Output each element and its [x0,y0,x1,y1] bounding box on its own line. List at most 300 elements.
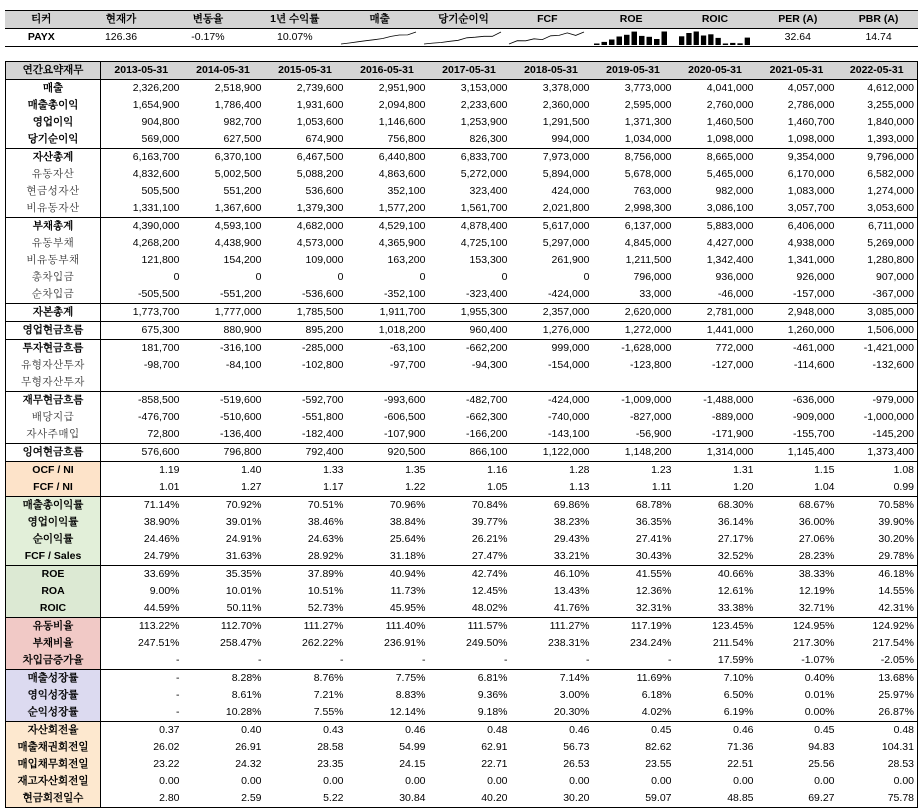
table-cell: 5,269,000 [867,237,914,249]
table-cell: 1.11 [651,481,672,493]
roe-bar [646,37,652,45]
table-cell: 0.00 [651,775,672,787]
table-cell: 8.83% [395,689,426,701]
table-cell: 26.91 [235,741,262,753]
table-cell: 70.51% [265,497,347,515]
table-cell [511,374,593,392]
table-cell: 39.01% [225,516,262,528]
table-cell: -46,000 [717,288,754,300]
table-cell: 1,931,600 [296,99,344,111]
table-cell: 8.61% [231,689,262,701]
table-cell: 27.17% [717,533,754,545]
table-cell: 3,153,000 [460,82,508,94]
roe-bar [631,32,637,45]
table-cell: - [176,706,180,718]
table-cell: 2,021,800 [542,202,590,214]
table-cell: 249.50% [466,637,508,649]
table-cell: -155,700 [793,428,835,440]
table-cell: 24.63% [307,533,344,545]
table-cell: 4,878,400 [429,218,511,236]
table-cell: 3,773,000 [624,82,672,94]
year-header: 2014-05-31 [183,62,265,80]
table-cell [183,374,265,392]
table-cell: 505,500 [141,185,180,197]
summary-header-price: 현재가 [78,11,165,29]
summary-header-roic: ROIC [674,11,757,29]
table-cell: 1,098,000 [706,133,754,145]
table-cell: 8,665,000 [675,149,757,167]
table-cell: 5.22 [323,792,344,804]
row-label: 유동자산 [6,166,101,183]
table-row [6,392,918,410]
table-cell: 52.73% [307,602,344,614]
table-cell: -858,500 [101,392,183,410]
table-cell: 36.00% [798,516,835,528]
table-cell: 23.22 [153,758,180,770]
table-cell: 70.58% [838,497,918,515]
table-cell: 352,100 [387,185,426,197]
table-row [6,444,918,462]
table-cell: 2,951,900 [378,82,426,94]
year-header-row [6,62,918,80]
row-label: 영익성장률 [6,687,101,704]
table-cell: 163,200 [387,254,426,266]
table-cell: 1.23 [593,462,675,480]
table-cell: 234.24% [630,637,672,649]
table-cell: 6,170,000 [787,168,835,180]
table-cell: 117.19% [593,618,675,636]
table-cell: 6,163,700 [101,149,183,167]
year-header: 2017-05-31 [429,62,511,80]
table-row [6,756,918,773]
table-cell: 1,773,700 [101,304,183,322]
table-cell: 32.71% [798,602,835,614]
table-cell: 82.62 [645,741,672,753]
table-cell: 68.67% [757,497,838,515]
table-cell: 772,000 [675,340,757,358]
roe-bar [624,35,630,45]
table-cell: 104.31 [881,741,914,753]
table-cell: 7.75% [347,670,429,688]
table-cell: 37.89% [265,566,347,584]
table-cell: 4,573,000 [296,237,344,249]
table-cell: 42.31% [878,602,914,614]
table-cell: 1.04 [814,481,835,493]
table-cell: -107,900 [384,428,426,440]
table-cell: 111.57% [429,618,511,636]
table-cell: 69.27 [808,792,835,804]
table-cell: 94.83 [808,741,835,753]
table-cell: -367,000 [872,288,914,300]
table-cell: 1,955,300 [429,304,511,322]
table-cell: 792,400 [265,444,347,462]
table-cell: 40.20 [481,792,508,804]
table-cell: 211.54% [712,637,754,649]
table-cell: -143,100 [548,428,590,440]
row-label: 영업이익 [6,114,101,131]
row-label: 부채총계 [6,218,101,236]
table-cell: 8.76% [265,670,347,688]
table-cell: 3,086,100 [706,202,754,214]
table-cell: 4,390,000 [101,218,183,236]
table-cell: 154,200 [223,254,262,266]
table-cell: 24.79% [143,550,180,562]
table-cell: 2,094,800 [378,99,426,111]
table-cell: -519,600 [183,392,265,410]
table-cell: 1.19 [101,462,183,480]
table-cell: 1,314,000 [675,444,757,462]
table-cell: 71.36 [727,741,754,753]
table-cell: 1,098,000 [787,133,835,145]
year-header: 2016-05-31 [347,62,429,80]
table-cell: 0.00 [893,775,914,787]
table-cell: 880,900 [183,322,265,340]
net-income-trend-line [424,32,501,44]
fcf-trend-line [509,32,584,44]
row-label: 자산총계 [6,149,101,167]
table-cell: 4,682,000 [265,218,347,236]
table-cell [757,374,838,392]
table-cell: 26.21% [471,533,508,545]
table-row [6,322,918,340]
table-cell: 0.40% [757,670,838,688]
table-cell: 7.21% [313,689,344,701]
table-cell: 6,833,700 [429,149,511,167]
table-cell: 2,739,600 [296,82,344,94]
table-cell: 10.28% [225,706,262,718]
roic-bar [679,36,684,45]
table-row [6,635,918,652]
table-cell: 1,018,200 [347,322,429,340]
table-cell: - [101,670,183,688]
table-cell: 9.36% [477,689,508,701]
table-cell: 70.92% [183,497,265,515]
table-row [6,687,918,704]
table-cell: 1,911,700 [347,304,429,322]
table-cell: 20.30% [553,706,590,718]
table-cell: -889,000 [712,411,754,423]
table-cell: 1.28 [511,462,593,480]
table-cell: - [176,689,180,701]
table-cell: 153,300 [469,254,508,266]
table-cell: 46.10% [511,566,593,584]
table-cell: 4,832,600 [132,168,180,180]
table-cell: 23.35 [317,758,344,770]
table-cell [429,374,511,392]
table-cell: 1.15 [757,462,838,480]
table-cell: 0.00 [241,775,262,787]
table-cell: -1,009,000 [593,392,675,410]
table-cell: 12.61% [717,585,754,597]
row-label: 비유동자산 [6,200,101,218]
table-cell: 0.00 [814,775,835,787]
table-cell: 982,000 [715,185,754,197]
table-cell: 756,800 [387,133,426,145]
table-cell: 68.78% [593,497,675,515]
table-cell: 9,796,000 [838,149,918,167]
table-cell: -171,900 [712,428,754,440]
row-label: ROIC [6,600,101,618]
table-cell: 796,800 [183,444,265,462]
table-cell: 5,894,000 [542,168,590,180]
row-label: 재무현금흐름 [6,392,101,410]
table-cell: 1,393,000 [867,133,914,145]
table-cell: -114,600 [793,359,835,371]
table-cell: 0.00 [569,775,590,787]
table-cell: 25.97% [878,689,914,701]
table-cell: 576,600 [101,444,183,462]
table-cell: 0 [255,271,262,283]
table-cell: 3,378,000 [542,82,590,94]
table-cell: 17.59% [717,654,754,666]
summary-header-fcf: FCF [506,11,589,29]
table-cell: 0.00 [733,775,754,787]
table-cell: 4,938,000 [787,237,835,249]
table-cell: 0 [337,271,344,283]
table-cell: 124.92% [838,618,918,636]
table-cell [101,374,183,392]
table-cell: - [176,654,180,666]
row-label: 매출채권회전일 [6,739,101,756]
table-cell: -94,300 [471,359,508,371]
table-cell: 0.46 [675,722,757,740]
table-cell: - [504,654,508,666]
row-label: 잉여현금흐름 [6,444,101,462]
price-change: -0.17% [164,29,251,47]
table-cell: 0.00 [487,775,508,787]
table-cell: 920,500 [347,444,429,462]
row-label: 매출 [6,80,101,98]
table-cell: 907,000 [876,271,914,283]
table-cell: 1,122,000 [511,444,593,462]
summary-header-pbr: PBR (A) [839,11,918,29]
table-cell: 11.73% [390,585,426,597]
table-cell: 238.31% [548,637,590,649]
table-cell: 24.15 [399,758,426,770]
table-cell: 24.32 [235,758,262,770]
table-cell: 1.16 [429,462,511,480]
roic-bar [693,32,698,46]
table-cell: -979,000 [838,392,918,410]
table-cell: 8,756,000 [593,149,675,167]
table-cell: 59.07 [645,792,672,804]
table-cell: 675,300 [101,322,183,340]
corner-label: 연간요약재무 [6,62,101,80]
table-cell: -461,000 [757,340,838,358]
table-cell: 2,948,000 [757,304,838,322]
row-label: 현금성자산 [6,183,101,200]
table-cell: 3,085,000 [838,304,918,322]
table-row [6,670,918,688]
table-cell: 48.02% [471,602,508,614]
table-cell: 1,145,400 [757,444,838,462]
table-cell: 31.18% [389,550,426,562]
table-cell: 28.92% [307,550,344,562]
year-header: 2015-05-31 [265,62,347,80]
row-label: 유동비율 [6,618,101,636]
table-cell: 5,272,000 [460,168,508,180]
table-cell: -316,100 [183,340,265,358]
table-cell: 38.90% [143,516,180,528]
table-cell: 2,998,300 [624,202,672,214]
table-cell: 38.33% [757,566,838,584]
table-cell: 0.00% [804,706,835,718]
net-income-sparkline [421,29,506,47]
table-cell: 32.31% [635,602,672,614]
summary-header-net-income: 당기순이익 [421,11,506,29]
row-label: 유동부채 [6,235,101,252]
table-cell: 1,272,000 [593,322,675,340]
table-cell: 30.43% [635,550,672,562]
table-cell [593,374,675,392]
table-cell: 1,034,000 [624,133,672,145]
table-cell: -993,600 [347,392,429,410]
table-cell: 674,900 [305,133,344,145]
table-cell: 2,233,600 [460,99,508,111]
table-cell: 33,000 [639,288,672,300]
table-cell: -536,600 [302,288,344,300]
table-cell: 551,200 [223,185,262,197]
table-cell: 1.01 [159,481,180,493]
table-cell: 54.99 [399,741,426,753]
table-cell: 4,845,000 [624,237,672,249]
table-cell: 45.95% [389,602,426,614]
table-cell: 26.87% [878,706,914,718]
table-cell: 6.50% [723,689,754,701]
table-cell: 994,000 [551,133,590,145]
roic-bar [737,43,742,45]
table-cell: -662,200 [429,340,511,358]
table-cell: 5,465,000 [706,168,754,180]
table-cell: 40.94% [347,566,429,584]
table-cell: 7.10% [675,670,757,688]
table-cell: 1.40 [183,462,265,480]
table-cell: 6,582,000 [867,168,914,180]
table-cell: -740,000 [548,411,590,423]
one-year-return: 10.07% [251,29,338,47]
table-row [6,374,918,392]
table-row [6,252,918,269]
table-cell [838,374,918,392]
table-cell: 2,786,000 [787,99,835,111]
table-cell: -132,600 [872,359,914,371]
table-cell: 5,883,000 [675,218,757,236]
table-cell: 111.27% [265,618,347,636]
row-label: 매입채무회전일 [6,756,101,773]
table-cell: -127,000 [712,359,754,371]
table-cell: 71.14% [101,497,183,515]
table-cell: -136,400 [220,428,262,440]
table-row [6,340,918,358]
table-cell: 38.23% [553,516,590,528]
table-cell: 4,438,900 [214,237,262,249]
table-cell: 33.69% [101,566,183,584]
table-cell: 3,053,600 [867,202,914,214]
table-cell: 4,427,000 [706,237,754,249]
table-cell: 41.55% [593,566,675,584]
table-cell: 262.22% [302,637,344,649]
table-row [6,773,918,790]
table-cell: 6.81% [429,670,511,688]
table-cell: 4,593,100 [183,218,265,236]
table-cell: -592,700 [265,392,347,410]
table-cell: 6,406,000 [757,218,838,236]
table-cell: 1,274,000 [867,185,914,197]
table-cell: -827,000 [630,411,672,423]
table-cell: 1,053,600 [296,116,344,128]
table-cell: 4,041,000 [706,82,754,94]
row-label: 매출총이익률 [6,497,101,515]
row-label: ROA [6,583,101,600]
table-cell: 7,973,000 [511,149,593,167]
row-label: 매출성장률 [6,670,101,688]
table-cell: 27.06% [798,533,835,545]
table-cell: 9.00% [149,585,180,597]
year-header: 2022-05-31 [838,62,918,80]
pbr-value: 14.74 [839,29,918,47]
table-row [6,704,918,722]
table-cell: 1.05 [487,481,508,493]
table-cell: -510,600 [220,411,262,423]
table-cell: -476,700 [138,411,180,423]
row-label: FCF / Sales [6,548,101,566]
table-cell: 1.20 [733,481,754,493]
table-row [6,149,918,167]
table-cell: 0.37 [101,722,183,740]
table-cell: 424,000 [551,185,590,197]
row-label: 매출총이익 [6,97,101,114]
table-cell: -1.07% [801,654,835,666]
table-cell: 2.80 [159,792,180,804]
row-label: 차입금증가율 [6,652,101,670]
table-cell: 4,725,100 [460,237,508,249]
table-cell: 1,577,200 [378,202,426,214]
table-cell: 936,000 [715,271,754,283]
row-label: 부채비율 [6,635,101,652]
table-cell: 2,781,000 [675,304,757,322]
table-cell: 0.48 [838,722,918,740]
summary-table [5,10,918,47]
table-cell: 217.54% [872,637,914,649]
roic-bar [744,38,749,45]
table-cell: 1,260,000 [757,322,838,340]
table-cell: -63,100 [347,340,429,358]
summary-header-ticker: 티커 [5,11,78,29]
table-cell: 1,460,500 [706,116,754,128]
table-cell: 121,800 [141,254,180,266]
table-cell: -1,488,000 [675,392,757,410]
table-cell: 0.00 [159,775,180,787]
table-cell: 0.40 [183,722,265,740]
table-cell: 1,331,100 [132,202,180,214]
roic-bar [686,33,691,45]
table-cell: 1,211,500 [625,254,672,266]
table-cell: 960,400 [429,322,511,340]
table-cell: -1,000,000 [863,411,914,423]
table-cell: -606,500 [384,411,426,423]
roe-bar [594,44,600,46]
table-cell: 0.46 [347,722,429,740]
table-cell: 123.45% [675,618,757,636]
table-cell: -482,700 [429,392,511,410]
table-cell: 1,561,700 [460,202,508,214]
table-cell: -424,000 [511,392,593,410]
roic-bar [722,44,727,46]
roe-bar-sparkline [589,29,674,47]
table-cell: 7.14% [511,670,593,688]
table-cell: 1,148,200 [593,444,675,462]
table-cell: 25.56 [808,758,835,770]
